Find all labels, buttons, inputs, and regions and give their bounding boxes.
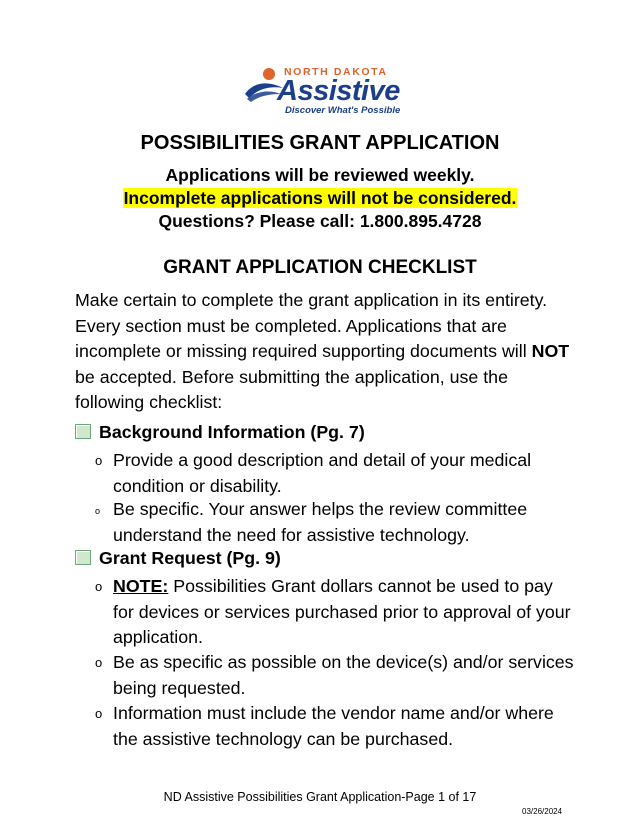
page-title: POSSIBILITIES GRANT APPLICATION [140, 132, 500, 154]
list-item [95, 448, 575, 499]
checkbox-icon[interactable] [75, 550, 91, 565]
logo-north-dakota-text: NORTH DAKOTA [284, 66, 388, 78]
list-item-text: Information must include the vendor name and/or where the assistive technology can be purchased. [113, 703, 554, 749]
list-item [95, 574, 575, 651]
list-item-text: Be specific. Your answer helps the review committee understand the need for assistive technology. [113, 499, 528, 545]
checklist-title: GRANT APPLICATION CHECKLIST [163, 257, 477, 278]
note-text: Possibilities Grant dollars cannot be used to pay for devices or services purchased prior to approval of your application. [113, 576, 571, 647]
checklist-intro [75, 288, 575, 416]
intro-emphasis: NOT [531, 341, 570, 361]
list-item [95, 497, 575, 548]
intro-text-1: Make certain to complete the grant application in its entirety. Every section must be completed. Applications that are incomplete or missing required supporting documents will [75, 290, 548, 361]
section-grant-request [75, 548, 281, 569]
list-item-text: Provide a good description and detail of your medical condition or disability. [113, 450, 532, 496]
contact-phone: Questions? Please call: 1.800.895.4728 [158, 211, 482, 231]
checkbox-icon[interactable] [75, 424, 91, 439]
incomplete-warning-highlight: Incomplete applications will not be considered. [123, 188, 517, 208]
logo-tagline: Discover What's Possible [285, 105, 401, 116]
note-label: NOTE: [113, 576, 169, 596]
logo-assistive-text: Assistive [277, 75, 400, 107]
list-item-text: Be as specific as possible on the device(s) and/or services being requested. [113, 652, 574, 698]
page-footer: ND Assistive Possibilities Grant Application-Page 1 of 17 [163, 790, 477, 804]
list-item-text [95, 574, 575, 651]
section-label: Background Information (Pg. 7) [99, 422, 365, 442]
list-item [95, 701, 575, 752]
bullet-icon: o [95, 506, 101, 516]
nd-assistive-logo [243, 66, 403, 118]
list-item [95, 650, 575, 701]
footer-date: 03/26/2024 [522, 807, 563, 816]
bullet-icon: o [95, 453, 103, 468]
bullet-icon: o [95, 579, 103, 594]
section-background-information [75, 422, 365, 443]
intro-text-2: be accepted. Before submitting the application, use the following checklist: [75, 366, 508, 412]
bullet-icon: o [95, 706, 103, 721]
incomplete-warning [0, 188, 640, 209]
bullet-icon: o [95, 655, 103, 670]
review-notice: Applications will be reviewed weekly. [165, 165, 475, 185]
section-label: Grant Request (Pg. 9) [99, 548, 281, 568]
